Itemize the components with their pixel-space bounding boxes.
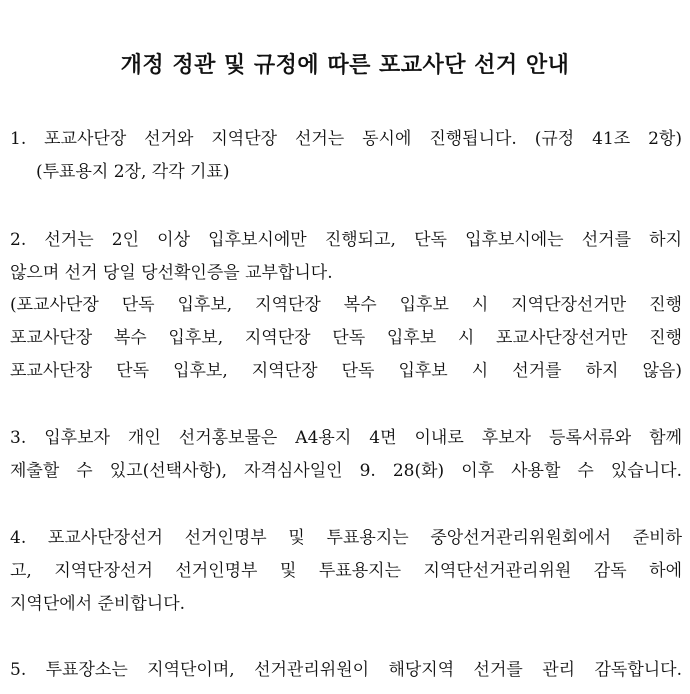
item-2-line-3: (포교사단장 단독 입후보, 지역단장 복수 입후보 시 지역단장선거만 진행 bbox=[10, 295, 682, 315]
item-2-line-5: 포교사단장 단독 입후보, 지역단장 단독 입후보 시 선거를 하지 않음) bbox=[10, 361, 682, 381]
item-4-line-2: 고, 지역단장선거 선거인명부 및 투표용지는 지역단선거관리위원 감독 하에 bbox=[10, 561, 682, 581]
item-1-line-1: 1. 포교사단장 선거와 지역단장 선거는 동시에 진행됩니다. (규정 41조 2항) bbox=[10, 129, 682, 149]
item-2-line-4: 포교사단장 복수 입후보, 지역단장 단독 입후보 시 포교사단장선거만 진행 bbox=[10, 328, 682, 348]
item-4-line-3: 지역단에서 준비합니다. bbox=[10, 594, 186, 614]
item-3-line-2: 제출할 수 있고(선택사항), 자격심사일인 9. 28(화) 이후 사용할 수 있습니다. bbox=[10, 461, 682, 481]
document-title: 개정 정관 및 규정에 따른 포교사단 선거 안내 bbox=[120, 52, 570, 78]
item-5-line-1: 5. 투표장소는 지역단이며, 선거관리위원이 해당지역 선거를 관리 감독합니다. bbox=[10, 660, 682, 680]
item-3-line-1: 3. 입후보자 개인 선거홍보물은 A4용지 4면 이내로 후보자 등록서류와 함께 bbox=[10, 428, 682, 448]
item-2-line-2: 않으며 선거 당일 당선확인증을 교부합니다. bbox=[10, 263, 333, 283]
item-1-line-2: (투표용지 2장, 각각 기표) bbox=[36, 162, 230, 182]
item-2-line-1: 2. 선거는 2인 이상 입후보시에만 진행되고, 단독 입후보시에는 선거를 하지 bbox=[10, 230, 682, 250]
item-4-line-1: 4. 포교사단장선거 선거인명부 및 투표용지는 중앙선거관리위원회에서 준비하 bbox=[10, 528, 682, 548]
